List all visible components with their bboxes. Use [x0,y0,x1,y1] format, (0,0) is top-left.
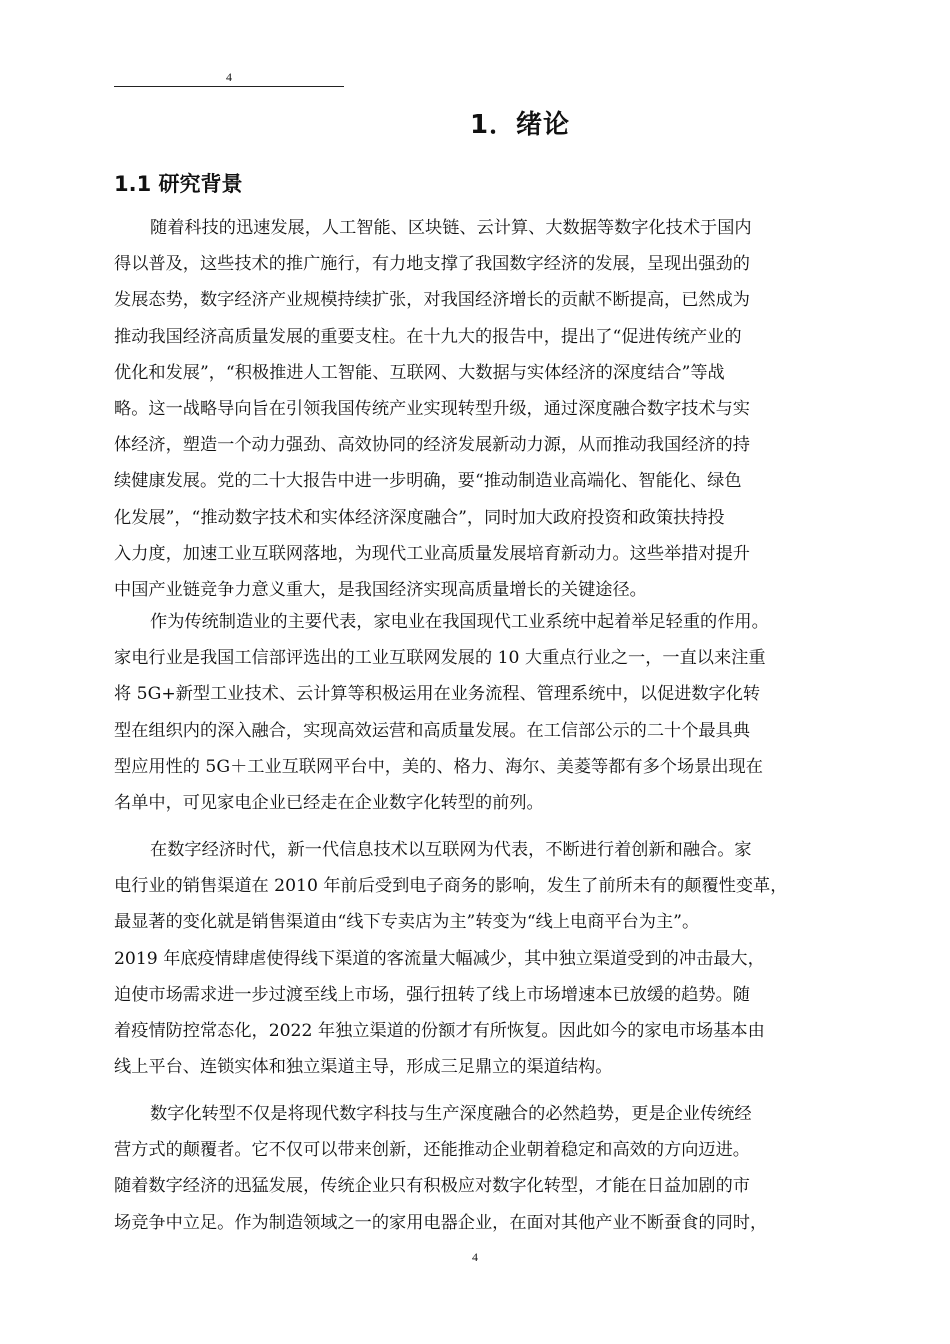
text-line: 场竞争中立足。作为制造领域之一的家用电器企业，在面对其他产业不断蚕食的同时， [114,1212,768,1233]
text-line: 营方式的颠覆者。它不仅可以带来创新，还能推动企业朝着稳定和高效的方向迈进。 [114,1140,750,1161]
text-line: 中国产业链竞争力意义重大，是我国经济实现高质量增长的关键途径。 [114,580,647,601]
paragraph-4 [114,1096,838,1241]
text-line: 着疫情防控常态化，2022 年独立渠道的份额才有所恢复。因此如今的家电市场基本由 [114,1021,765,1042]
paragraph-text [114,604,838,821]
header-page-number: 4 [226,70,232,84]
text-line: 型在组织内的深入融合，实现高效运营和高质量发展。在工信部公示的二十个最具典 [114,720,750,741]
paragraph-text [114,832,838,1085]
text-line: 化发展”，“推动数字技术和实体经济深度融合”，同时加大政府投资和政策扶持投 [114,507,725,528]
header-rule [114,86,344,87]
text-line: 入力度，加速工业互联网落地，为现代工业高质量发展培育新动力。这些举措对提升 [114,543,750,564]
text-line: 迫使市场需求进一步过渡至线上市场，强行扭转了线上市场增速本已放缓的趋势。随 [114,984,750,1005]
text-line: 略。这一战略导向旨在引领我国传统产业实现转型升级，通过深度融合数字技术与实 [114,399,750,420]
text-line: 随着数字经济的迅猛发展，传统企业只有积极应对数字化转型，才能在日益加剧的市 [114,1176,750,1197]
footer-page-number: 4 [472,1250,478,1264]
text-line: 最显著的变化就是销售渠道由“线下专卖店为主”转变为“线上电商平台为主”。 [114,912,700,933]
text-line: 名单中，可见家电企业已经走在企业数字化转型的前列。 [114,793,544,814]
text-line: 在数字经济时代，新一代信息技术以互联网为代表，不断进行着创新和融合。家 [150,840,752,860]
chapter-title: 1．绪论 [469,110,571,140]
text-line: 作为传统制造业的主要代表，家电业在我国现代工业系统中起着举足轻重的作用。 [150,612,769,632]
text-line: 随着科技的迅速发展，人工智能、区块链、云计算、大数据等数字化技术于国内 [150,218,752,238]
text-line: 家电行业是我国工信部评选出的工业互联网发展的 10 大重点行业之一，一直以来注重 [114,648,766,669]
paragraph-2 [114,604,838,821]
section-title: 1.1 研究背景 [114,172,243,196]
text-line: 体经济，塑造一个动力强劲、高效协同的经济发展新动力源，从而推动我国经济的持 [114,435,750,456]
text-line: 数字化转型不仅是将现代数字科技与生产深度融合的必然趋势，更是企业传统经 [150,1104,752,1124]
text-line: 得以普及，这些技术的推广施行，有力地支撑了我国数字经济的发展，呈现出强劲的 [114,254,750,275]
text-line: 线上平台、连锁实体和独立渠道主导，形成三足鼎立的渠道结构。 [114,1057,613,1078]
paragraph-text [114,210,838,608]
text-line: 续健康发展。党的二十大报告中进一步明确，要“推动制造业高端化、智能化、绿色 [114,471,742,492]
text-line: 将 5G+新型工业技术、云计算等积极运用在业务流程、管理系统中，以促进数字化转 [114,684,761,705]
text-line: 发展态势，数字经济产业规模持续扩张，对我国经济增长的贡献不断提高，已然成为 [114,290,750,311]
text-line: 电行业的销售渠道在 2010 年前后受到电子商务的影响，发生了前所未有的颠覆性变革， [114,876,788,897]
paragraph-1 [114,210,838,608]
paragraph-3 [114,832,838,1085]
text-line: 2019 年底疫情肆虐使得线下渠道的客流量大幅减少，其中独立渠道受到的冲击最大， [114,948,765,969]
paragraph-text [114,1096,838,1241]
text-line: 优化和发展”，“积极推进人工智能、互联网、大数据与实体经济的深度结合”等战 [114,362,725,383]
text-line: 推动我国经济高质量发展的重要支柱。在十九大的报告中，提出了“促进传统产业的 [114,326,742,347]
text-line: 型应用性的 5G＋工业互联网平台中，美的、格力、海尔、美菱等都有多个场景出现在 [114,756,763,777]
